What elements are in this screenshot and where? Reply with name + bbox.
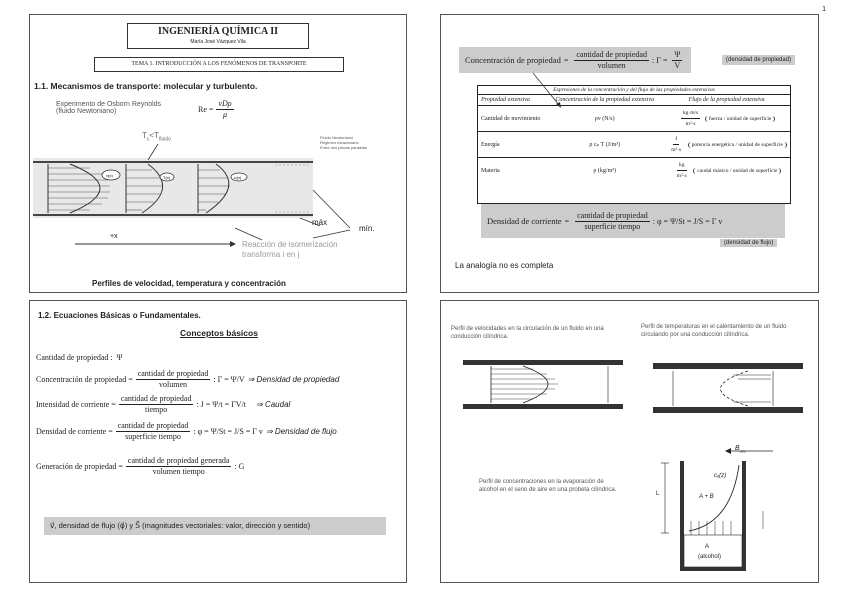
page-number: 1: [822, 6, 826, 13]
eq2-num: cantidad de propiedad: [137, 369, 209, 378]
eq-concentration: [36, 369, 339, 390]
temp-t: T: [142, 131, 147, 140]
x-label: +x: [110, 233, 118, 240]
pipe-top: [653, 363, 803, 369]
tx-bubble-text: T(x): [163, 175, 171, 180]
unit-num: kg·m/s: [681, 108, 700, 119]
unit-den: m²·s: [676, 173, 687, 180]
max-label: máx: [312, 218, 328, 227]
cylinder-bottom: [680, 567, 746, 571]
cylinder-left-wall: [680, 461, 684, 569]
profiles-caption: Perfiles de velocidad, temperatura y concentración: [92, 279, 286, 288]
reaction-line1: Reacción de isomerización: [242, 240, 338, 249]
table-header-row: [478, 95, 790, 106]
pipe-background: [33, 158, 313, 218]
cylinder-diagram: [653, 443, 793, 575]
eq3-den: tiempo: [145, 405, 168, 414]
temp-sub-c: c: [146, 136, 150, 143]
table-header: Propiedad extensiva: [481, 97, 530, 103]
unit-den: m²·s: [671, 147, 682, 153]
dens-label: Densidad de corriente: [487, 216, 562, 226]
x-arrowhead: [230, 241, 236, 247]
temp-pointer: [148, 144, 158, 160]
ab-label: A + B: [699, 494, 714, 500]
experiment-line1: Experimento de Osborn Reynolds: [56, 101, 162, 108]
table-pointer-arrow: [531, 71, 571, 111]
dens-fraction: [575, 211, 650, 232]
eq3-num: cantidad de propiedad: [120, 394, 192, 403]
eq4-fraction: [116, 421, 191, 442]
re-den: μ: [222, 110, 227, 119]
reynolds-formula: [198, 99, 237, 120]
conc-fraction: [574, 50, 649, 71]
table-row: [478, 158, 790, 184]
table-header: Flujo de la propiedad extensiva: [688, 97, 765, 103]
legend-line1: Fluido Newtoniano: [320, 135, 354, 140]
dens-den: superficie tiempo: [584, 221, 641, 231]
topic-box: TEMA 1. INTRODUCCIÓN A LOS FENÓMENOS DE TRANSPORTE: [94, 57, 344, 72]
l-label: L: [656, 491, 660, 497]
eq4-num: cantidad de propiedad: [117, 421, 189, 430]
row-flux: [663, 106, 790, 132]
profiles-diagram: [30, 140, 407, 250]
eq-intensity: [36, 394, 290, 415]
eq2-den: volumen: [159, 380, 188, 389]
re-label: Re =: [198, 105, 214, 114]
property-table-box: [477, 85, 791, 204]
conc-label: Concentración de propiedad: [465, 55, 561, 65]
velocity-curve: [523, 366, 548, 403]
row-concentration: ρv (N/s): [594, 115, 615, 122]
eq5-fraction: [126, 456, 232, 477]
heat-arrows: [733, 375, 771, 402]
eq4-rhs: : φ = Ψ/St = J/S = Γ v: [193, 427, 263, 436]
flux-brace: fuerza / unidad de superficie: [705, 116, 776, 122]
temperature-caption: Perfil de temperaturas en el calentamiento de un fluido circulando por una conducción cilíndrica.: [641, 324, 787, 338]
eq2-note: ⇒ Densidad de propiedad: [247, 375, 340, 384]
concepts-subtitle: Conceptos básicos: [180, 328, 258, 338]
conc-psi: Ψ: [674, 49, 681, 59]
analogy-note: La analogía no es completa: [455, 261, 554, 270]
slide-property-table: [440, 14, 819, 293]
slide-mechanisms: [29, 14, 407, 293]
unit-den: m³·s: [685, 121, 696, 127]
reaction-pointer: [235, 228, 262, 240]
eq4-label: Densidad de corriente =: [36, 427, 113, 436]
eq4-den: superficie tiempo: [125, 432, 181, 441]
conc-num: cantidad de propiedad: [576, 49, 647, 59]
row-concentration: ρ (kg/m³): [593, 167, 617, 174]
conc-den: volumen: [597, 60, 626, 70]
section-heading: 1.1. Mecanismos de transporte: molecular y turbulento.: [34, 81, 258, 91]
eq1-label: Cantidad de propiedad :: [36, 353, 113, 362]
temp-sub-fluid: fluido: [158, 136, 171, 143]
eq5-den: volumen tiempo: [152, 467, 205, 476]
row-unit: [669, 134, 683, 155]
reaction-line2: transforma i en j: [242, 250, 300, 259]
alcohol-label: (alcohol): [698, 554, 722, 560]
temperature-curve: [721, 371, 749, 406]
property-table: [478, 95, 790, 184]
flux-brace: potencia energética / unidad de superficie: [688, 142, 787, 148]
eq3-rhs: : J = Ψ/t = ΓV/t: [196, 400, 247, 409]
air-sub: aire: [739, 448, 747, 454]
conc-sym: : Γ =: [651, 55, 668, 65]
re-fraction: [216, 99, 233, 120]
eq-density: [36, 421, 337, 442]
flux-brace: caudal másico / unidad de superficie: [693, 168, 781, 174]
eq3-label: Intensidad de corriente =: [36, 400, 116, 409]
row-property: Materia: [481, 167, 500, 174]
pipe-temperature-diagram: [653, 361, 803, 416]
air-arrowhead: [725, 448, 731, 454]
table-row: [478, 106, 790, 132]
density-box: Densidad de corriente = $\frac{\text{cantidad de propiedad}}{\text{superficie tiempo}}$ : φ = Ψ/St = J/S = Γ v: [481, 204, 785, 238]
eq5-rhs: : G: [234, 462, 245, 471]
velocity-caption: Perfil de velocidades en la circulación de un fluido en una conducción cilíndrica.: [451, 326, 604, 340]
flux-arrows: [691, 521, 731, 535]
air-label: [735, 445, 746, 453]
min-label: mín.: [359, 224, 375, 233]
alcohol-liquid: [684, 535, 742, 567]
eq4-note: ⇒ Densidad de flujo: [265, 427, 337, 436]
legend-line3: Entre dos placas paralelas: [320, 145, 368, 150]
row-flux: [663, 158, 790, 184]
concentration-caption: Perfil de concentraciones en la evaporación de alcohol en el seno de aire en una probeta cilíndrica.: [479, 479, 617, 493]
conc-note: (densidad de propiedad): [722, 55, 795, 65]
slide-basic-equations: [29, 300, 407, 583]
eq2-label: Concentración de propiedad =: [36, 375, 133, 384]
unit-num: kg: [677, 160, 687, 171]
eq5-num: cantidad de propiedad generada: [127, 456, 230, 465]
eq5-label: Generación de propiedad =: [36, 462, 123, 471]
slide-title: INGENIERÍA QUÍMICA II: [157, 26, 279, 37]
experiment-label: [56, 101, 161, 115]
section-heading: 1.2. Ecuaciones Básicas o Fundamentales.: [38, 311, 201, 320]
min-pointer-bottom: [313, 230, 350, 238]
title-box: [127, 23, 309, 49]
density-note: (densidad de flujo): [720, 239, 777, 247]
row-flux: [663, 132, 790, 158]
re-num: vDρ: [218, 99, 232, 108]
conc-psi-fraction: [672, 50, 682, 71]
eq-quantity: [36, 353, 123, 362]
experiment-line2: (fluido Newtoniano): [56, 108, 117, 115]
cx-bubble-text: cᵢ(x): [234, 175, 242, 180]
eq3-fraction: [119, 394, 194, 415]
reaction-label: [242, 240, 338, 260]
cylinder-right-wall: [742, 461, 746, 569]
unit-num: J: [673, 134, 679, 145]
pipe-velocity-diagram: [463, 356, 623, 416]
eq2-rhs: : Γ = Ψ/V: [213, 375, 245, 384]
eq2-fraction: [136, 369, 211, 390]
table-row: [478, 132, 790, 158]
vx-bubble-text: v(x): [106, 173, 113, 178]
table-header: Concentración de la propiedad extensiva: [555, 97, 655, 103]
air-b: B: [735, 445, 740, 452]
row-unit: [675, 160, 689, 181]
dens-eq: : φ = Ψ/St = J/S = Γ v: [652, 216, 723, 226]
dens-num: cantidad de propiedad: [577, 210, 648, 220]
row-property: Cantidad de movimiento: [481, 115, 541, 122]
ca-label: cₐ(z): [714, 473, 727, 479]
eq3-note: ⇒ Caudal: [256, 400, 291, 409]
row-concentration: ρ cₚ T (J/m³): [589, 142, 621, 148]
slide-profiles: [440, 300, 819, 583]
vector-footer: v⃗, densidad de flujo (φ⃗) y S⃗ (magnitudes vectoriales: valor, dirección y sentido): [44, 517, 386, 535]
table-caption: Expresiones de la concentración y del flujo de las propiedades extensivas: [478, 86, 790, 95]
row-unit: [681, 108, 700, 129]
conc-v: V: [674, 60, 681, 70]
row-property: Energía: [481, 141, 500, 148]
temp-rel: <T: [149, 131, 159, 140]
a-label: A: [705, 544, 710, 550]
pipe-top: [463, 360, 623, 365]
eq1-sym: Ψ: [116, 353, 123, 362]
eq-generation: [36, 456, 244, 477]
pipe-bottom: [653, 407, 803, 413]
concentration-box: Concentración de propiedad = $\frac{\text{cantidad de propiedad}}{\text{volumen}}$ : Γ = $\frac{\Psi}{V}$: [459, 47, 691, 73]
pipe-bottom: [463, 404, 623, 409]
legend-line2: Régimen estacionario: [320, 140, 359, 145]
author: María José Vázquez Vila: [190, 39, 246, 45]
